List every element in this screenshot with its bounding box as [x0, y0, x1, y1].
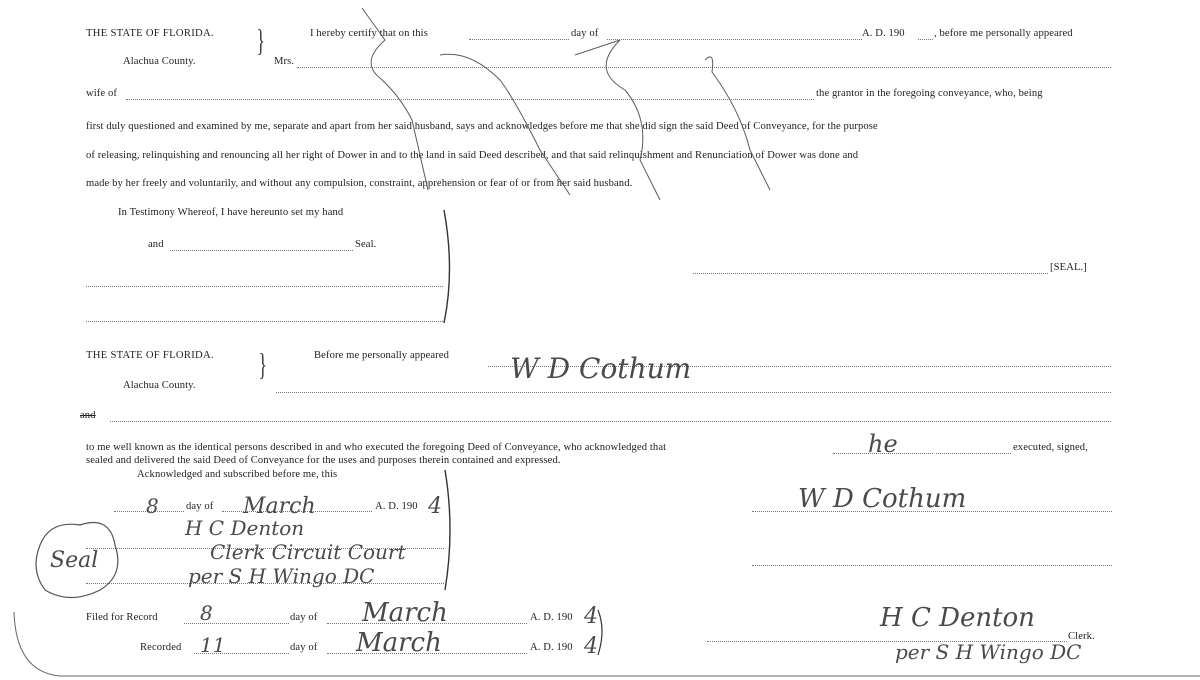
- county-label-1: Alachua County.: [123, 56, 196, 67]
- filed-month-handwritten: March: [362, 598, 448, 628]
- testimony-seal: Seal.: [355, 239, 377, 250]
- state-heading-1: THE STATE OF FLORIDA.: [86, 28, 214, 39]
- brace-2: }: [258, 346, 267, 382]
- ack-ad: A. D. 190: [375, 501, 418, 512]
- appeared-text: Before me personally appeared: [314, 350, 449, 361]
- wife-of-label: wife of: [86, 88, 117, 99]
- state-heading-2: THE STATE OF FLORIDA.: [86, 350, 214, 361]
- testimony-and: and: [148, 239, 164, 250]
- ack-day-handwritten: 8: [146, 494, 159, 518]
- acknowledged-text: Acknowledged and subscribed before me, this: [137, 469, 338, 480]
- ack-month-handwritten: March: [243, 494, 316, 519]
- line4-text: sealed and delivered the said Deed of Conveyance for the uses and purposes therein contained and expressed.: [86, 455, 561, 466]
- grantor-text: the grantor in the foregoing conveyance, who, being: [816, 88, 1043, 99]
- filed-ad: A. D. 190: [530, 612, 573, 623]
- notary-name: H C Denton: [185, 516, 305, 540]
- signer-signature: W D Cothum: [798, 484, 967, 514]
- ack-day-of: day of: [186, 501, 214, 512]
- scribble-1: [362, 8, 428, 190]
- filed-day-handwritten: 8: [200, 601, 213, 625]
- certify-text: I hereby certify that on this: [310, 28, 428, 39]
- and-struck: and: [80, 410, 96, 421]
- body-line-5: of releasing, relinquishing and renouncing all her right of Dower in and to the land in said Deed described, and that said relinquishment and Renunciation of Dower was done and: [86, 150, 859, 161]
- clerk-deputy-signature: per S H Wingo DC: [895, 640, 1082, 664]
- seal-bracket: [SEAL.]: [1050, 262, 1087, 273]
- scribble-2: [440, 54, 570, 195]
- brace-1: }: [256, 22, 265, 58]
- pronoun-handwritten: he: [868, 430, 898, 458]
- recorded-ad: A. D. 190: [530, 642, 573, 653]
- filed-year-handwritten: 4: [584, 604, 598, 629]
- recorded-day-of: day of: [290, 642, 318, 653]
- ack-year-handwritten: 4: [428, 494, 442, 519]
- clerk-label: Clerk.: [1068, 631, 1095, 642]
- testimony-text: In Testimony Whereof, I have hereunto set my hand: [118, 207, 344, 218]
- certify-day-of: day of: [571, 28, 599, 39]
- grantor-signature: W D Cothum: [510, 352, 692, 385]
- certify-ad: A. D. 190: [862, 28, 905, 39]
- testimony-bracket: [444, 210, 450, 323]
- recorded-day-handwritten: 11: [200, 633, 226, 657]
- ack-bracket: [445, 470, 450, 590]
- line3-text: to me well known as the identical persons described in and who executed the foregoing Deed of Conveyance, who acknowledged that: [86, 442, 667, 453]
- mrs-label: Mrs.: [274, 56, 295, 67]
- notary-deputy: per S H Wingo DC: [188, 564, 375, 588]
- seal-handwritten: Seal: [50, 548, 99, 573]
- certify-before-me: , before me personally appeared: [934, 28, 1073, 39]
- scribble-4: [705, 57, 770, 190]
- executed-text: executed, signed,: [1013, 442, 1088, 453]
- record-bracket: [598, 610, 602, 655]
- recorded-month-handwritten: March: [356, 628, 442, 658]
- filed-day-of: day of: [290, 612, 318, 623]
- recorded-label: Recorded: [140, 642, 182, 653]
- recorded-year-handwritten: 4: [584, 634, 598, 659]
- clerk-signature: H C Denton: [880, 603, 1035, 633]
- notary-title: Clerk Circuit Court: [210, 540, 406, 564]
- county-label-2: Alachua County.: [123, 380, 196, 391]
- scribble-3: [575, 40, 660, 200]
- body-line-6: made by her freely and voluntarily, and without any compulsion, constraint, apprehension or fear of or from her said husband.: [86, 178, 633, 189]
- filed-label: Filed for Record: [86, 612, 158, 623]
- body-line-4: first duly questioned and examined by me, separate and apart from her said husband, says and acknowledges before me that she did sign the said Deed of Conveyance, for the purpose: [86, 121, 878, 132]
